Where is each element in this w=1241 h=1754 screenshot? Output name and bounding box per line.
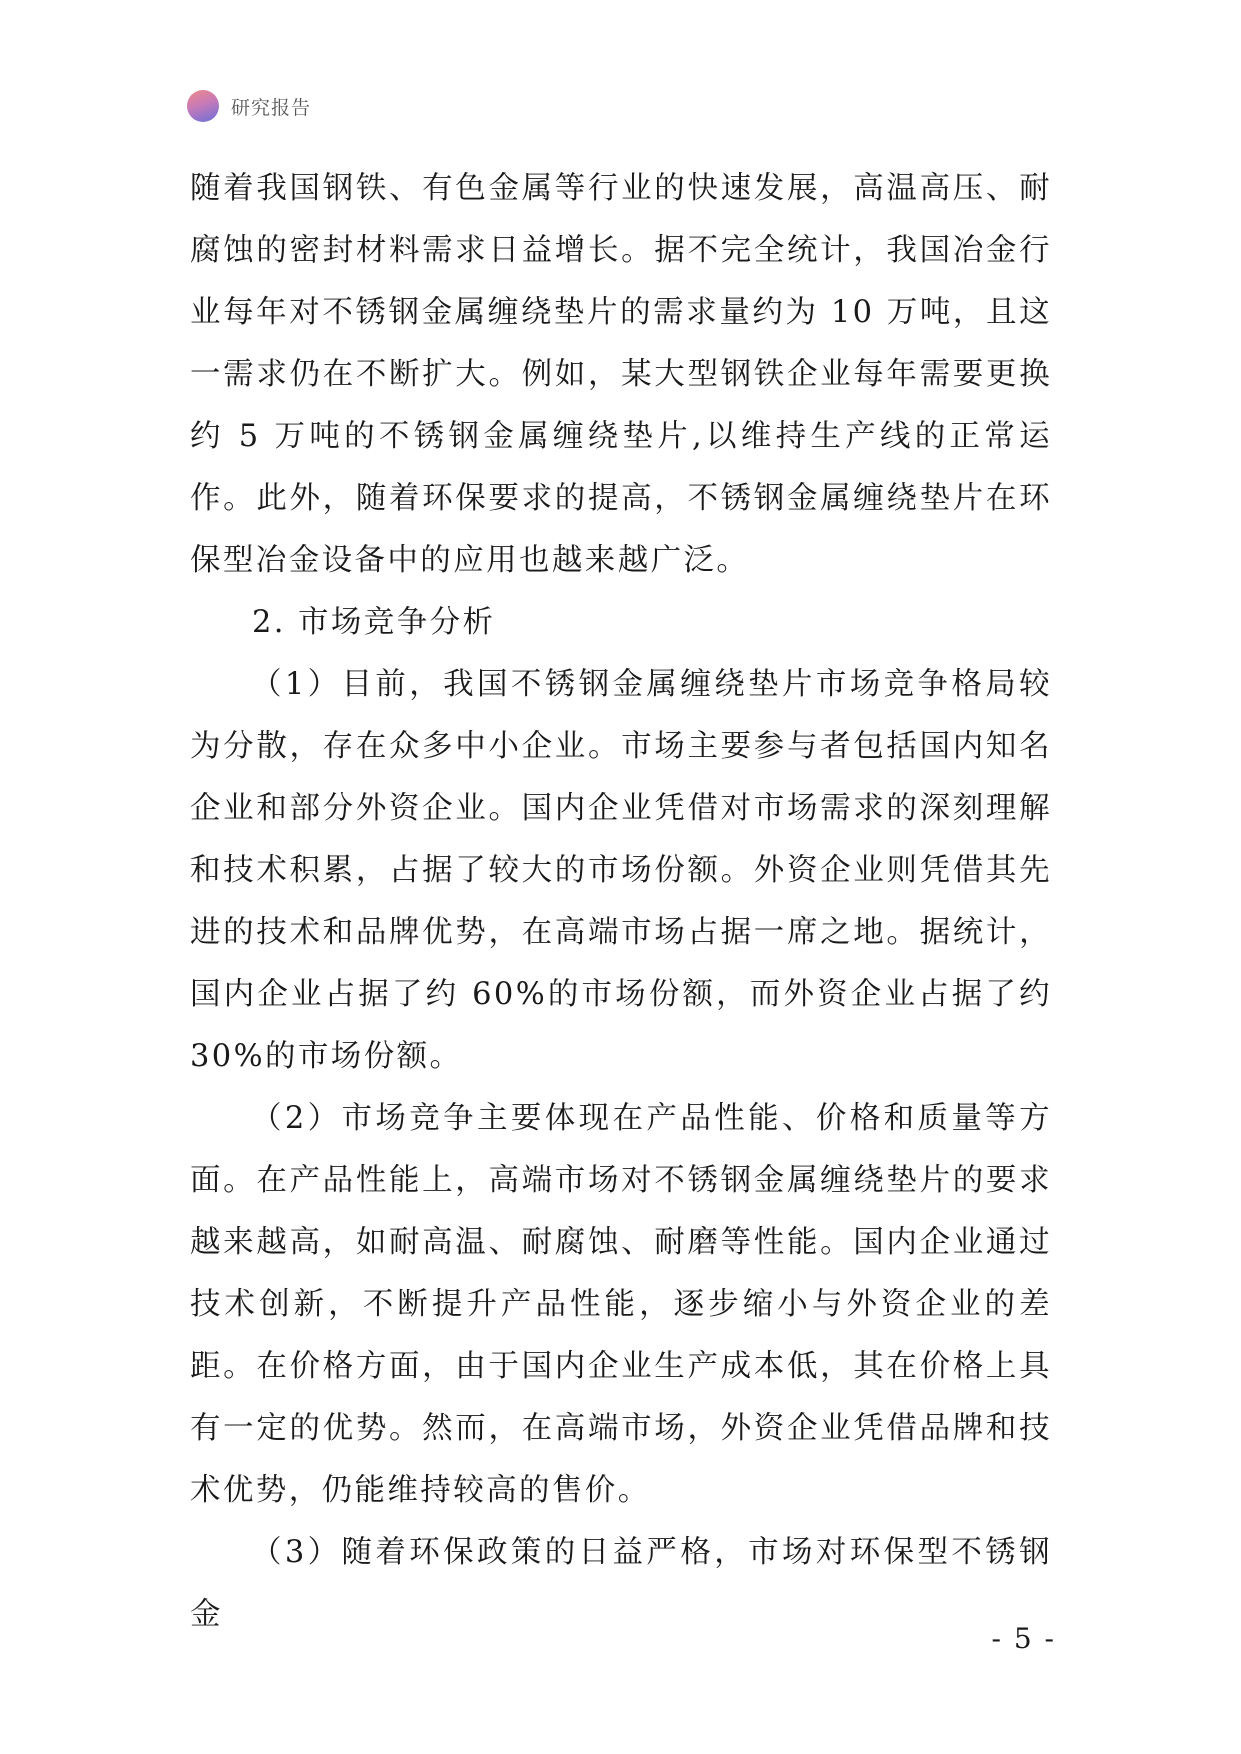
paragraph-demand: 随着我国钢铁、有色金属等行业的快速发展，高温高压、耐腐蚀的密封材料需求日益增长。据不完全统计，我国冶金行业每年对不锈钢金属缠绕垫片的需求量约为 10 万吨，且这一需求仍在不断扩大。例如，某大型钢铁企业每年需要更换约 5 万吨的不锈钢金属缠绕垫片,以维持生产线的正常运作。此外，随着环保要求的提高，不锈钢金属缠绕垫片在环保型冶金设备中的应用也越来越广泛。: [190, 171, 1052, 578]
report-logo-icon: [187, 90, 219, 122]
page-number: - 5 -: [991, 1622, 1056, 1655]
paragraph-competition-1: （1）目前，我国不锈钢金属缠绕垫片市场竞争格局较为分散，存在众多中小企业。市场主要参与者包括国内知名企业和部分外资企业。国内企业凭借对市场需求的深刻理解和技术积累，占据了较大的市场份额。外资企业则凭借其先进的技术和品牌优势，在高端市场占据一席之地。据统计，国内企业占据了约 60%的市场份额，而外资企业占据了约 30%的市场份额。: [190, 667, 1052, 1074]
document-body: [190, 158, 1052, 1646]
paragraph-competition-3: （3）随着环保政策的日益严格，市场对环保型不锈钢金: [190, 1535, 1052, 1632]
header-title: 研究报告: [231, 96, 312, 119]
paragraph-competition-2: （2）市场竞争主要体现在产品性能、价格和质量等方面。在产品性能上，高端市场对不锈钢金属缠绕垫片的要求越来越高，如耐高温、耐腐蚀、耐磨等性能。国内企业通过技术创新，不断提升产品性能，逐步缩小与外资企业的差距。在价格方面，由于国内企业生产成本低，其在价格上具有一定的优势。然而，在高端市场，外资企业凭借品牌和技术优势，仍能维持较高的售价。: [190, 1101, 1052, 1508]
section-heading-market-competition: 2. 市场竞争分析: [252, 605, 496, 640]
page-header: [187, 88, 311, 124]
